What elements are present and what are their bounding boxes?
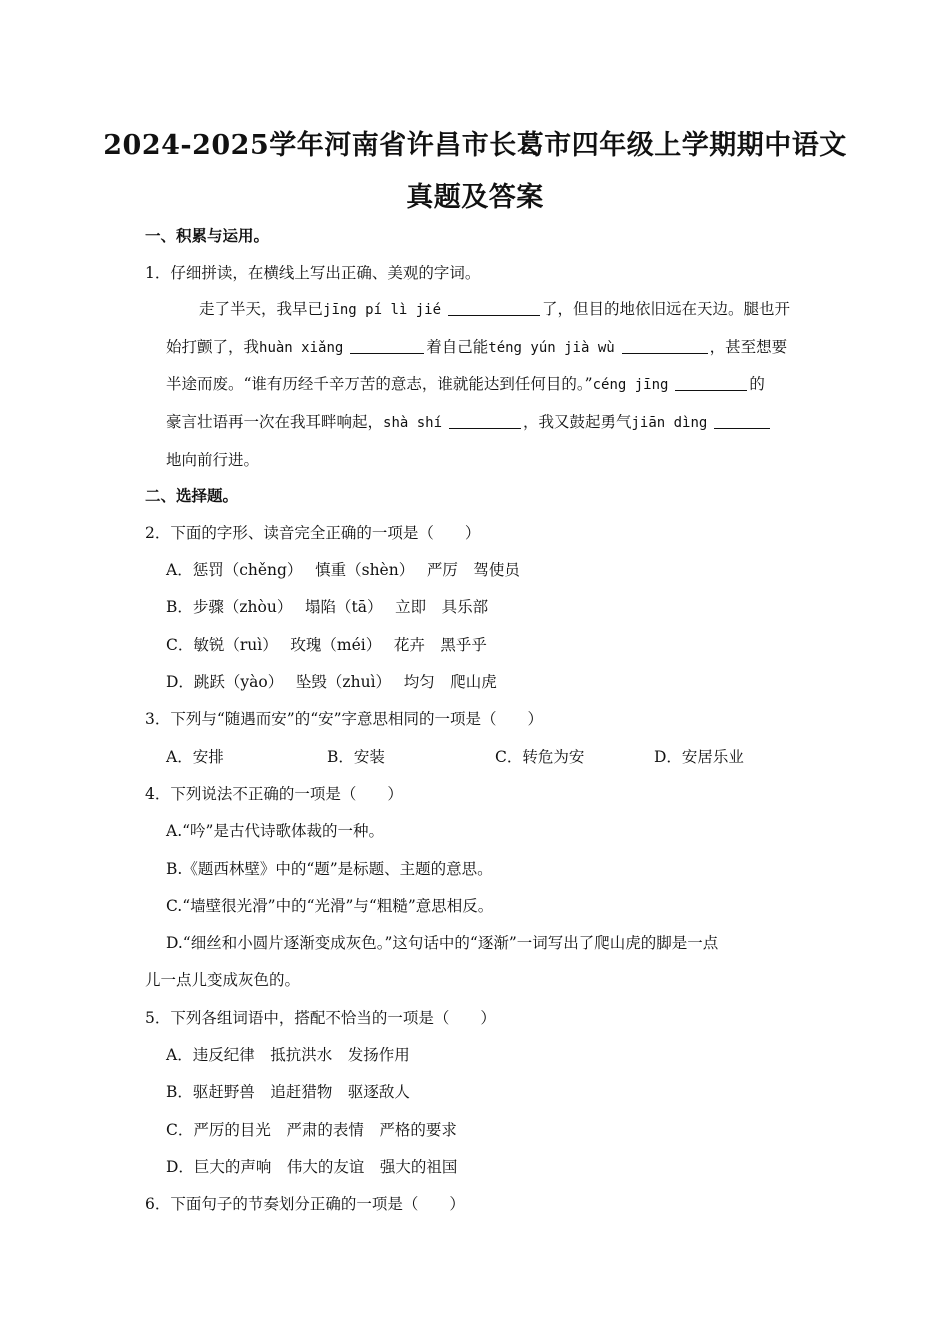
q1-text: ，我又鼓起勇气 bbox=[522, 413, 632, 431]
pinyin-hint: céng jīng bbox=[592, 377, 669, 393]
pinyin-hint: shà shí bbox=[383, 415, 443, 431]
pinyin-hint: jīng pí lì jié bbox=[323, 302, 442, 318]
answer-blank-2[interactable] bbox=[350, 337, 424, 354]
question-4-stem: 4．下列说法不正确的一项是（ ） bbox=[145, 785, 403, 803]
pinyin-hint: téng yún jià wù bbox=[488, 340, 615, 356]
document-title-line-2: 真题及答案 bbox=[406, 182, 544, 213]
question-4-option-d[interactable]: D.“细丝和小圆片逐渐变成灰色。”这句话中的“逐渐”一词写出了爬山虎的脚是一点 bbox=[166, 934, 719, 952]
answer-blank-4[interactable] bbox=[675, 374, 747, 391]
question-5-stem: 5．下列各组词语中，搭配不恰当的一项是（ ） bbox=[145, 1009, 496, 1027]
q1-text: ，甚至想要 bbox=[709, 338, 788, 356]
section-heading-2: 二、选择题。 bbox=[145, 486, 239, 505]
question-1-line-3 bbox=[166, 374, 765, 395]
question-3-option-b[interactable]: B．安装 bbox=[327, 748, 385, 766]
question-1-line-2 bbox=[166, 337, 787, 358]
question-1-line-4 bbox=[166, 412, 772, 433]
question-5-option-c[interactable]: C．严厉的目光 严肃的表情 严格的要求 bbox=[166, 1121, 457, 1139]
q1-text: 走了半天，我早已 bbox=[199, 300, 324, 318]
question-1-line-5: 地向前行进。 bbox=[166, 451, 260, 469]
question-1-line-1 bbox=[199, 299, 790, 320]
answer-blank-6[interactable] bbox=[714, 412, 770, 429]
question-2-option-d[interactable]: D．跳跃（yào） 坠毁（zhuì） 均匀 爬山虎 bbox=[166, 673, 497, 691]
question-3-option-c[interactable]: C．转危为安 bbox=[495, 748, 585, 766]
document-title-line-1: 2024-2025学年河南省许昌市长葛市四年级上学期期中语文 bbox=[103, 130, 847, 161]
question-1-stem: 1．仔细拼读，在横线上写出正确、美观的字词。 bbox=[145, 264, 481, 282]
q1-text: 始打颤了，我 bbox=[166, 338, 260, 356]
question-4-option-d-continued: 儿一点儿变成灰色的。 bbox=[145, 971, 301, 989]
q1-text: 着自己能 bbox=[426, 338, 489, 356]
question-5-option-a[interactable]: A．违反纪律 抵抗洪水 发扬作用 bbox=[166, 1046, 410, 1064]
question-4-option-a[interactable]: A.“吟”是古代诗歌体裁的一种。 bbox=[166, 822, 384, 840]
question-5-option-b[interactable]: B．驱赶野兽 追赶猎物 驱逐敌人 bbox=[166, 1083, 410, 1101]
answer-blank-5[interactable] bbox=[449, 412, 521, 429]
question-6-stem: 6．下面句子的节奏划分正确的一项是（ ） bbox=[145, 1195, 465, 1213]
answer-blank-3[interactable] bbox=[622, 337, 708, 354]
question-3-stem: 3．下列与“随遇而安”的“安”字意思相同的一项是（ ） bbox=[145, 710, 544, 728]
q1-text: 豪言壮语再一次在我耳畔响起， bbox=[166, 413, 384, 431]
pinyin-hint: huàn xiǎng bbox=[259, 340, 344, 356]
question-3-option-d[interactable]: D．安居乐业 bbox=[654, 748, 744, 766]
question-3-option-a[interactable]: A．安排 bbox=[166, 748, 224, 766]
question-2-option-a[interactable]: A．惩罚（chěng） 慎重（shèn） 严厉 驾使员 bbox=[166, 561, 520, 579]
question-4-option-b[interactable]: B.《题西林壁》中的“题”是标题、主题的意思。 bbox=[166, 860, 493, 878]
q1-text: 半途而废。“谁有历经千辛万苦的意志，谁就能达到任何目的。” bbox=[166, 375, 593, 393]
answer-blank-1[interactable] bbox=[448, 299, 540, 316]
question-2-option-b[interactable]: B．步骤（zhòu） 塌陷（tā） 立即 具乐部 bbox=[166, 598, 489, 616]
q1-text: 的 bbox=[749, 375, 765, 393]
question-5-option-d[interactable]: D．巨大的声响 伟大的友谊 强大的祖国 bbox=[166, 1158, 458, 1176]
question-4-option-c[interactable]: C.“墙壁很光滑”中的“光滑”与“粗糙”意思相反。 bbox=[166, 897, 494, 915]
pinyin-hint: jiān dìng bbox=[631, 415, 708, 431]
question-2-option-c[interactable]: C．敏锐（ruì） 玫瑰（méi） 花卉 黑乎乎 bbox=[166, 636, 487, 654]
q1-text: 了，但目的地依旧远在天边。腿也开 bbox=[541, 300, 790, 318]
question-2-stem: 2．下面的字形、读音完全正确的一项是（ ） bbox=[145, 524, 481, 542]
section-heading-1: 一、积累与运用。 bbox=[145, 226, 270, 245]
